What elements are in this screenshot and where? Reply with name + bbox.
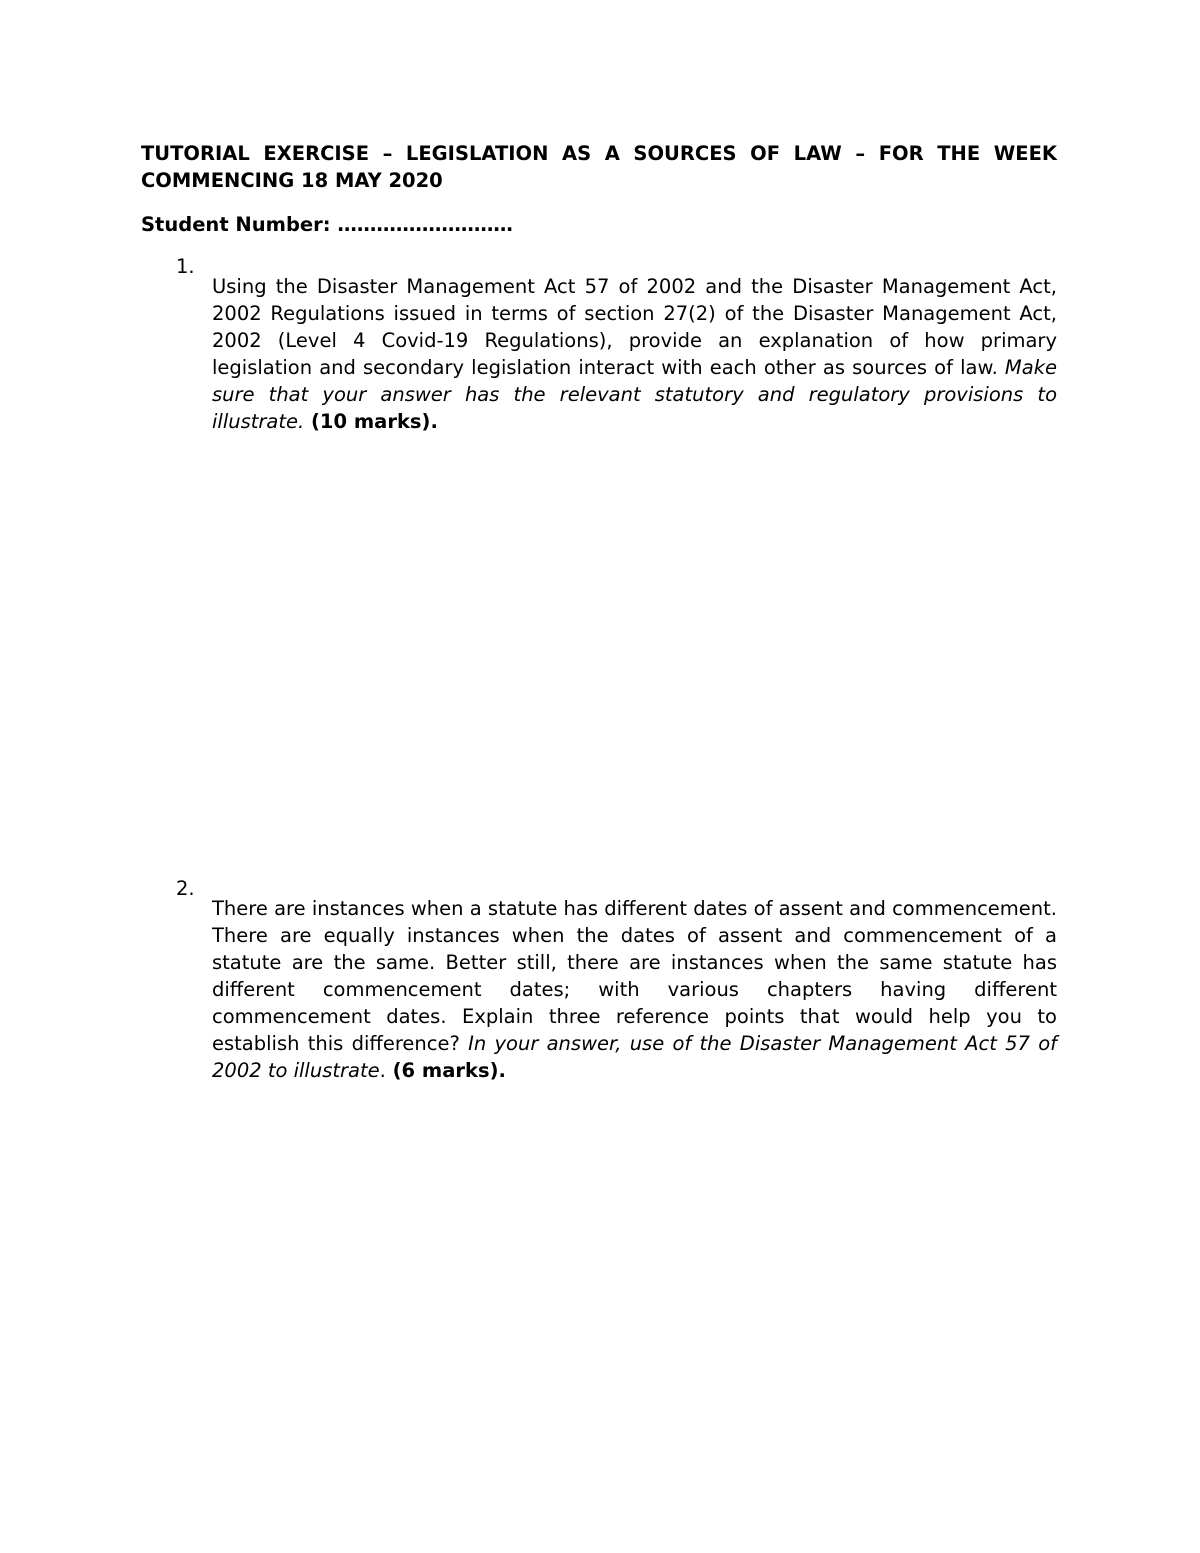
question-instruction: Make sure that your answer has the relevant statutory and regulatory provisions to illustrate. — [212, 355, 1057, 433]
question-number: 1. — [176, 255, 195, 278]
question-text — [212, 273, 1057, 435]
question-instruction: In your answer, use of the Disaster Management Act 57 of 2002 to illustrate — [212, 1031, 1057, 1082]
question-instruction-end: . — [379, 1058, 386, 1082]
question-number: 2. — [176, 877, 195, 900]
question-text — [212, 895, 1057, 1084]
question-body: There are instances when a statute has different dates of assent and commencement. There are equally instances when the dates of assent and commencement of a statute are the same. Better still, there are instances when the same statute has different commencement dates; with various chapters having different commencement dates. Explain three reference points that would help you to establish this difference? — [212, 896, 1057, 1055]
question-1 — [141, 253, 1057, 454]
document-title: TUTORIAL EXERCISE – LEGISLATION AS A SOURCES OF LAW – FOR THE WEEK COMMENCING 18 MAY 2020 — [141, 142, 1057, 192]
question-marks: (10 marks). — [304, 409, 438, 433]
question-body: Using the Disaster Management Act 57 of 2002 and the Disaster Management Act, 2002 Regulations issued in terms of section 27(2) of the Disaster Management Act, 2002 (Level 4 Covid-19 Regulations), provide an explanation of how primary legislation and secondary legislation interact with each other as sources of law. — [212, 274, 1057, 379]
student-number-blank: ……………………… — [330, 213, 513, 236]
question-2 — [141, 875, 1057, 1103]
question-marks: (6 marks). — [385, 1058, 506, 1082]
student-number-label: Student Number: — [141, 213, 331, 236]
student-number-line — [141, 211, 513, 238]
